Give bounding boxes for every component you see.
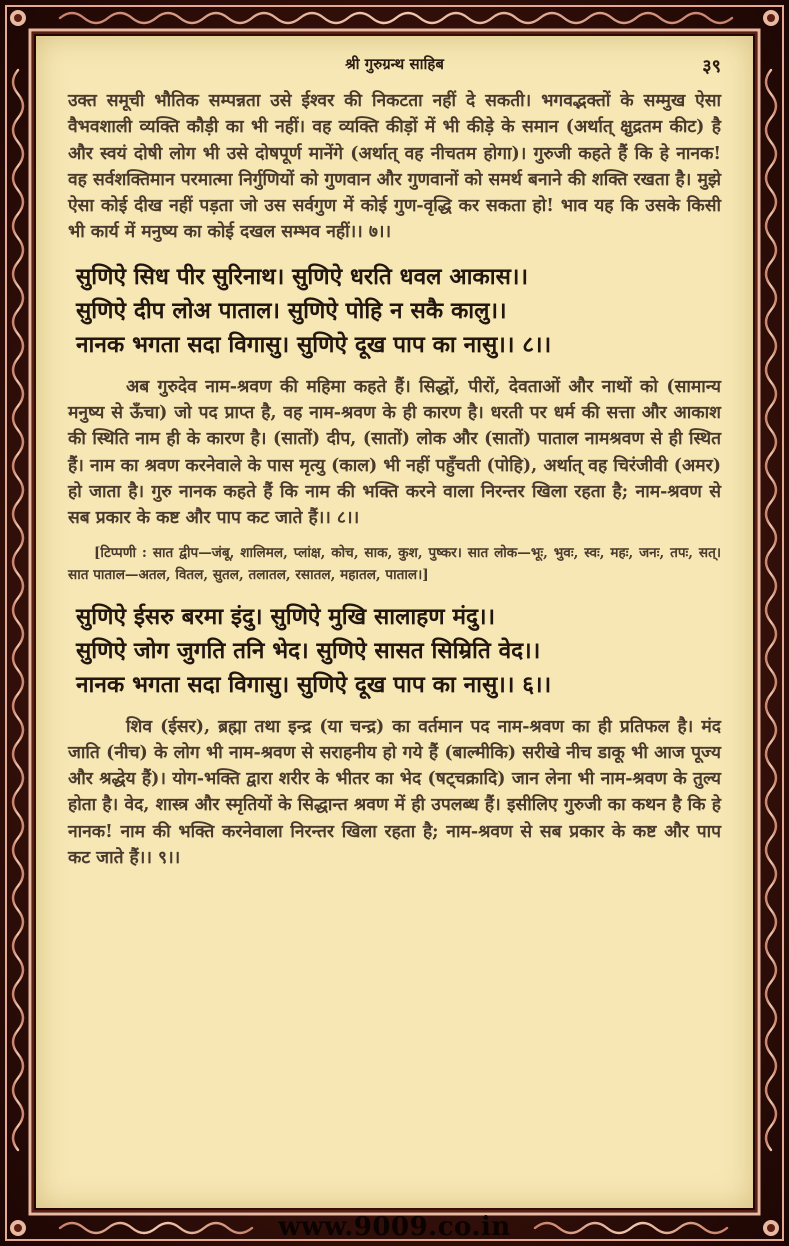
commentary-paragraph-1: उक्त समूची भौतिक सम्पन्नता उसे ईश्वर की निकटता नहीं दे सकती। भगवद्भक्तों के सम्मुख ऐसा वैभवशाली व्यक्ति कौड़ी का भी नहीं। वह व्यक्ति कीड़ों में भी कीड़े के समान (अर्थात् क्षुद्रतम कीट) है और स्वयं दोषी लोग भी उसे दोषपूर्ण मानेंगे (अर्थात् वह नीचतम होगा)। गुरुजी कहते हैं कि हे नानक! वह सर्वशक्तिमान परमात्मा निर्गुणियों को गुणवान और गुणवानों को समर्थ बनाने की शक्ति रखता है। मुझे ऐसा कोई दीख नहीं पड़ता जो उस सर्वगुण में कोई गुण-वृद्धि कर सकता हो! भाव यह कि उसके किसी भी कार्य में मनुष्य का कोई दखल सम्भव नहीं।। ७।। bbox=[68, 91, 721, 243]
page-header bbox=[68, 54, 721, 88]
website-footer: www.9009.co.in bbox=[278, 1212, 511, 1242]
verse-line: सुणिऐ दीप लोअ पाताल। सुणिऐ पोहि न सकै कालु।। bbox=[76, 297, 507, 324]
page-title: श्री गुरुग्रन्थ साहिब bbox=[345, 55, 444, 73]
page-number: ३९ bbox=[702, 56, 721, 77]
verse-line: सुणिऐ ईसरु बरमा इंदु। सुणिऐ मुखि सालाहण मंदु।। bbox=[76, 603, 496, 630]
verse-line: नानक भगता सदा विगासु। सुणिऐ दूख पाप का नासु।। ६।। bbox=[76, 671, 552, 698]
verse-line: नानक भगता सदा विगासु। सुणिऐ दूख पाप का नासु।। ८।। bbox=[76, 331, 552, 358]
scripture-page bbox=[36, 36, 753, 1208]
commentary-paragraph-3: शिव (ईसर), ब्रह्मा तथा इन्द्र (या चन्द्र) का वर्तमान पद नाम-श्रवण का ही प्रतिफल है। मंद जाति (नीच) के लोग भी नाम-श्रवण से सराहनीय हो गये हैं (बाल्मीकि) सरीखे नीच डाकू भी आज पूज्य और श्रद्धेय हैं)। योग-भक्ति द्वारा शरीर के भीतर का भेद (षट्चक्रादि) जान लेना भी नाम-श्रवण के तुल्य होता है। वेद, शास्त्र और स्मृतियों के सिद्धान्त श्रवण में ही उपलब्ध हैं। इसीलिए गुरुजी का कथन है कि हे नानक! नाम की भक्ति करनेवाला निरन्तर खिला रहता है; नाम-श्रवण से सब प्रकार के कष्ट और पाप कट जाते हैं।। ९।। bbox=[68, 716, 721, 869]
verse-line: सुणिऐ सिध पीर सुरिनाथ। सुणिऐ धरति धवल आकास।। bbox=[76, 263, 529, 290]
verse-block-2 bbox=[68, 600, 721, 702]
commentary-paragraph-2: अब गुरुदेव नाम-श्रवण की महिमा कहते हैं। सिद्धों, पीरों, देवताओं और नाथों को (सामान्य मनुष्य से ऊँचा) जो पद प्राप्त है, वह नाम-श्रवण के ही कारण है। धरती पर धर्म की सत्ता और आकाश की स्थिति नाम ही के कारण है। (सातों) दीप, (सातों) लोक और (सातों) पाताल नामश्रवण से ही स्थित हैं। नाम का श्रवण करनेवाले के पास मृत्यु (काल) भी नहीं पहुँचती (पोहि), अर्थात् वह चिरंजीवी (अमर) हो जाता है। गुरु नानक कहते हैं कि नाम की भक्ति करने वाला निरन्तर खिला रहता है; नाम-श्रवण से सब प्रकार के कष्ट और पाप कट जाते हैं।। ८।। bbox=[68, 376, 721, 529]
footnote: [टिप्पणी : सात द्वीप—जंबू, शालिमल, प्लांक्ष, कोच, साक, कुश, पुष्कर। सात लोक—भूः, भुवः, स्वः, महः, जनः, तपः, सत्। सात पाताल—अतल, वितल, सुतल, तलातल, रसातल, महातल, पाताल।] bbox=[68, 544, 721, 583]
verse-line: सुणिऐ जोग जुगति तनि भेद। सुणिऐ सासत सिम्रिति वेद।। bbox=[76, 637, 541, 664]
verse-block-1 bbox=[68, 260, 721, 362]
